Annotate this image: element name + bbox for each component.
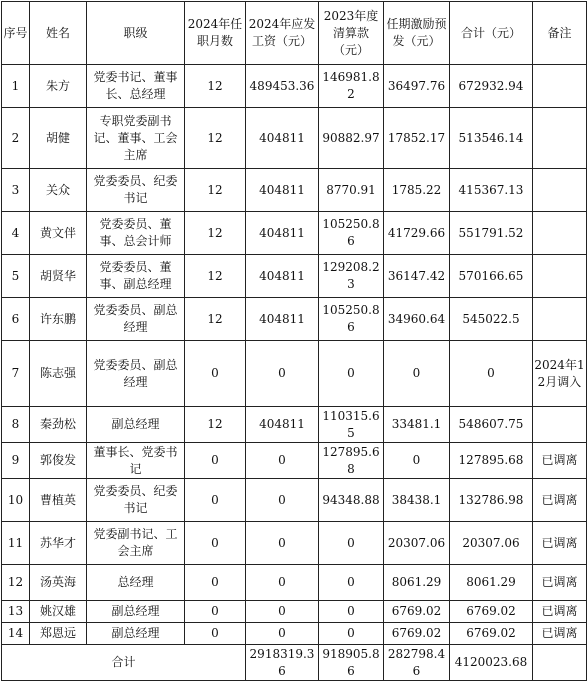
header-row xyxy=(2,2,587,65)
cell-seq: 14 xyxy=(2,623,30,645)
table-row xyxy=(2,565,587,601)
cell-months: 12 xyxy=(185,108,246,169)
cell-name: 姚汉雄 xyxy=(30,601,87,623)
header-name: 姓名 xyxy=(30,2,87,65)
table-row xyxy=(2,298,587,341)
cell-salary: 0 xyxy=(246,479,319,522)
header-seq: 序号 xyxy=(2,2,30,65)
cell-total: 570166.65 xyxy=(450,255,533,298)
table-row xyxy=(2,522,587,565)
cell-remarks xyxy=(533,108,587,169)
cell-incentive: 41729.66 xyxy=(384,212,450,255)
cell-remarks: 2024年12月调入 xyxy=(533,341,587,407)
cell-settlement: 8770.91 xyxy=(319,169,384,212)
cell-incentive: 8061.29 xyxy=(384,565,450,601)
table-row xyxy=(2,407,587,443)
cell-total: 6769.02 xyxy=(450,601,533,623)
cell-remarks xyxy=(533,407,587,443)
cell-settlement: 0 xyxy=(319,565,384,601)
cell-position: 党委委员、纪委书记 xyxy=(87,479,185,522)
cell-seq: 12 xyxy=(2,565,30,601)
total-label: 合计 xyxy=(2,645,246,681)
cell-seq: 9 xyxy=(2,443,30,479)
cell-total: 127895.68 xyxy=(450,443,533,479)
cell-months: 0 xyxy=(185,565,246,601)
cell-total: 132786.98 xyxy=(450,479,533,522)
cell-months: 12 xyxy=(185,407,246,443)
table-row xyxy=(2,255,587,298)
cell-position: 总经理 xyxy=(87,565,185,601)
cell-remarks: 已调离 xyxy=(533,601,587,623)
cell-incentive: 38438.1 xyxy=(384,479,450,522)
cell-seq: 8 xyxy=(2,407,30,443)
cell-seq: 2 xyxy=(2,108,30,169)
total-salary: 2918319.36 xyxy=(246,645,319,681)
cell-position: 副总经理 xyxy=(87,407,185,443)
cell-position: 副总经理 xyxy=(87,601,185,623)
cell-position: 专职党委副书记、董事、工会主席 xyxy=(87,108,185,169)
cell-position: 党委副书记、工会主席 xyxy=(87,522,185,565)
cell-position: 党委委员、董事、总会计师 xyxy=(87,212,185,255)
cell-salary: 0 xyxy=(246,623,319,645)
cell-name: 郭俊发 xyxy=(30,443,87,479)
cell-settlement: 0 xyxy=(319,601,384,623)
header-incentive: 任期激励预发（元） xyxy=(384,2,450,65)
cell-months: 0 xyxy=(185,623,246,645)
cell-position: 董事长、党委书记 xyxy=(87,443,185,479)
table-row xyxy=(2,623,587,645)
cell-months: 12 xyxy=(185,298,246,341)
cell-name: 秦劲松 xyxy=(30,407,87,443)
cell-settlement: 94348.88 xyxy=(319,479,384,522)
table-row xyxy=(2,601,587,623)
header-settlement: 2023年度清算款（元） xyxy=(319,2,384,65)
cell-months: 0 xyxy=(185,479,246,522)
cell-total: 6769.02 xyxy=(450,623,533,645)
cell-incentive: 36497.76 xyxy=(384,65,450,108)
cell-incentive: 0 xyxy=(384,341,450,407)
table-row xyxy=(2,212,587,255)
header-position: 职级 xyxy=(87,2,185,65)
cell-remarks: 已调离 xyxy=(533,623,587,645)
cell-remarks xyxy=(533,169,587,212)
table-row xyxy=(2,65,587,108)
header-total: 合计（元） xyxy=(450,2,533,65)
cell-name: 胡贤华 xyxy=(30,255,87,298)
cell-name: 朱方 xyxy=(30,65,87,108)
cell-settlement: 105250.86 xyxy=(319,298,384,341)
cell-name: 黄文伴 xyxy=(30,212,87,255)
cell-position: 党委书记、董事长、总经理 xyxy=(87,65,185,108)
cell-settlement: 0 xyxy=(319,623,384,645)
cell-incentive: 17852.17 xyxy=(384,108,450,169)
cell-months: 0 xyxy=(185,341,246,407)
cell-seq: 13 xyxy=(2,601,30,623)
cell-remarks xyxy=(533,212,587,255)
cell-name: 郑恩远 xyxy=(30,623,87,645)
cell-settlement: 127895.68 xyxy=(319,443,384,479)
header-salary: 2024年应发工资（元） xyxy=(246,2,319,65)
cell-total: 415367.13 xyxy=(450,169,533,212)
cell-name: 陈志强 xyxy=(30,341,87,407)
table-row xyxy=(2,443,587,479)
cell-total: 20307.06 xyxy=(450,522,533,565)
table-row xyxy=(2,169,587,212)
cell-incentive: 6769.02 xyxy=(384,601,450,623)
cell-incentive: 33481.1 xyxy=(384,407,450,443)
cell-salary: 489453.36 xyxy=(246,65,319,108)
cell-settlement: 146981.82 xyxy=(319,65,384,108)
cell-settlement: 105250.86 xyxy=(319,212,384,255)
cell-position: 副总经理 xyxy=(87,623,185,645)
cell-name: 许东鹏 xyxy=(30,298,87,341)
table-row xyxy=(2,479,587,522)
header-months: 2024年任职月数 xyxy=(185,2,246,65)
cell-total: 545022.5 xyxy=(450,298,533,341)
cell-months: 0 xyxy=(185,443,246,479)
cell-incentive: 0 xyxy=(384,443,450,479)
total-incentive: 282798.46 xyxy=(384,645,450,681)
cell-remarks: 已调离 xyxy=(533,479,587,522)
cell-salary: 0 xyxy=(246,522,319,565)
total-total: 4120023.68 xyxy=(450,645,533,681)
cell-incentive: 6769.02 xyxy=(384,623,450,645)
cell-name: 胡健 xyxy=(30,108,87,169)
cell-seq: 1 xyxy=(2,65,30,108)
cell-position: 党委委员、副总经理 xyxy=(87,298,185,341)
header-remarks: 备注 xyxy=(533,2,587,65)
cell-remarks: 已调离 xyxy=(533,443,587,479)
cell-total: 513546.14 xyxy=(450,108,533,169)
cell-total: 672932.94 xyxy=(450,65,533,108)
table-body xyxy=(2,65,587,645)
cell-salary: 404811 xyxy=(246,407,319,443)
cell-months: 0 xyxy=(185,522,246,565)
cell-remarks xyxy=(533,298,587,341)
cell-seq: 7 xyxy=(2,341,30,407)
cell-position: 党委委员、纪委书记 xyxy=(87,169,185,212)
table-row xyxy=(2,341,587,407)
cell-seq: 6 xyxy=(2,298,30,341)
cell-total: 551791.52 xyxy=(450,212,533,255)
cell-settlement: 0 xyxy=(319,341,384,407)
cell-salary: 0 xyxy=(246,565,319,601)
cell-months: 12 xyxy=(185,212,246,255)
cell-seq: 5 xyxy=(2,255,30,298)
cell-seq: 10 xyxy=(2,479,30,522)
cell-salary: 404811 xyxy=(246,255,319,298)
cell-remarks: 已调离 xyxy=(533,522,587,565)
cell-position: 党委委员、董事、副总经理 xyxy=(87,255,185,298)
cell-salary: 0 xyxy=(246,341,319,407)
cell-total: 0 xyxy=(450,341,533,407)
cell-remarks xyxy=(533,255,587,298)
cell-incentive: 20307.06 xyxy=(384,522,450,565)
cell-settlement: 0 xyxy=(319,522,384,565)
table-row xyxy=(2,108,587,169)
cell-settlement: 129208.23 xyxy=(319,255,384,298)
cell-remarks: 已调离 xyxy=(533,565,587,601)
cell-name: 汤英海 xyxy=(30,565,87,601)
cell-name: 苏华才 xyxy=(30,522,87,565)
cell-salary: 404811 xyxy=(246,169,319,212)
cell-name: 关众 xyxy=(30,169,87,212)
cell-salary: 404811 xyxy=(246,108,319,169)
cell-months: 12 xyxy=(185,255,246,298)
cell-months: 12 xyxy=(185,65,246,108)
total-row xyxy=(2,645,587,681)
cell-settlement: 110315.65 xyxy=(319,407,384,443)
cell-position: 党委委员、副总经理 xyxy=(87,341,185,407)
cell-months: 12 xyxy=(185,169,246,212)
salary-table xyxy=(1,1,587,681)
cell-salary: 0 xyxy=(246,443,319,479)
total-remarks xyxy=(533,645,587,681)
cell-salary: 404811 xyxy=(246,298,319,341)
cell-months: 0 xyxy=(185,601,246,623)
cell-remarks xyxy=(533,65,587,108)
cell-settlement: 90882.97 xyxy=(319,108,384,169)
cell-seq: 3 xyxy=(2,169,30,212)
cell-salary: 0 xyxy=(246,601,319,623)
cell-salary: 404811 xyxy=(246,212,319,255)
cell-total: 548607.75 xyxy=(450,407,533,443)
cell-seq: 11 xyxy=(2,522,30,565)
cell-seq: 4 xyxy=(2,212,30,255)
cell-incentive: 34960.64 xyxy=(384,298,450,341)
cell-incentive: 1785.22 xyxy=(384,169,450,212)
cell-name: 曹植英 xyxy=(30,479,87,522)
cell-incentive: 36147.42 xyxy=(384,255,450,298)
total-settlement: 918905.86 xyxy=(319,645,384,681)
cell-total: 8061.29 xyxy=(450,565,533,601)
